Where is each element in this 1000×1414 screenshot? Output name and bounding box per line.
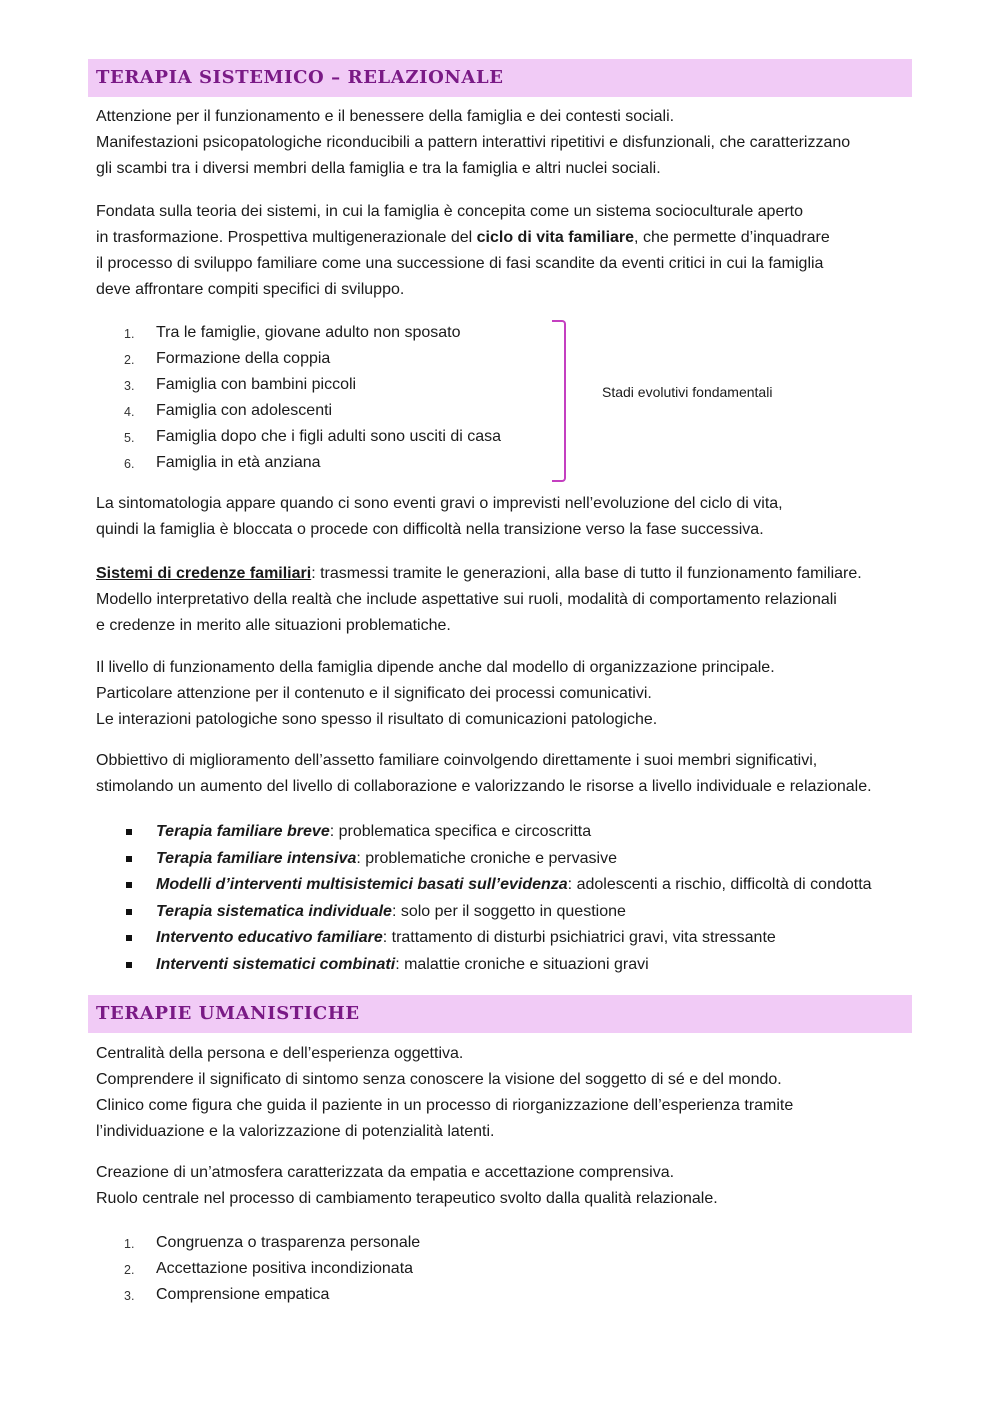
text-line: Obbiettivo di miglioramento dell’assetto familiare coinvolgendo direttamente i suoi membri significativi, xyxy=(96,752,818,769)
paragraph-systems-theory xyxy=(96,199,926,303)
paragraph-functioning xyxy=(96,655,926,733)
therapy-term: Interventi sistematici combinati xyxy=(156,955,396,973)
list-item xyxy=(96,1256,420,1282)
therapy-term: Terapia familiare breve xyxy=(156,823,330,840)
therapy-desc: : adolescenti a rischio, difficoltà di condotta xyxy=(567,876,872,894)
list-item xyxy=(96,346,501,372)
therapy-desc: : problematiche croniche e pervasive xyxy=(356,849,617,867)
square-bullet-icon xyxy=(126,962,132,968)
square-bullet-icon xyxy=(126,935,132,941)
text-line: l’individuazione e la valorizzazione di potenzialità latenti. xyxy=(96,1123,495,1140)
list-number: 4. xyxy=(124,405,135,419)
list-item xyxy=(96,899,872,926)
text-line: Centralità della persona e dell’esperienza oggettiva. xyxy=(96,1045,464,1062)
list-item-text: Famiglia in età anziana xyxy=(156,454,321,471)
list-item-text: Comprensione empatica xyxy=(156,1286,330,1303)
text-line xyxy=(96,225,926,251)
list-item xyxy=(96,372,501,398)
right-bracket xyxy=(552,320,566,482)
list-item xyxy=(96,952,872,979)
list-number: 1. xyxy=(124,327,135,341)
text-line: Clinico come figura che guida il paziente in un processo di riorganizzazione dell’esperienza tramite xyxy=(96,1097,794,1114)
text-line: Creazione di un’atmosfera caratterizzata da empatia e accettazione comprensiva. xyxy=(96,1164,675,1181)
text-line: La sintomatologia appare quando ci sono eventi gravi o imprevisti nell’evoluzione del ciclo di vita, xyxy=(96,495,783,512)
list-item-text: Formazione della coppia xyxy=(156,350,331,367)
bold-term-ciclo-di-vita: ciclo di vita familiare xyxy=(476,229,635,246)
text-line: Il livello di funzionamento della famiglia dipende anche dal modello di organizzazione principale. xyxy=(96,659,775,676)
list-item-text: Famiglia dopo che i figli adulti sono usciti di casa xyxy=(156,428,502,445)
list-item xyxy=(96,872,872,899)
text-segment: , che permette d’inquadrare xyxy=(634,229,830,246)
text-line: Le interazioni patologiche sono spesso il risultato di comunicazioni patologiche. xyxy=(96,711,658,728)
list-item xyxy=(96,424,501,450)
conditions-list xyxy=(96,1230,420,1308)
paragraph-symptoms xyxy=(96,491,926,543)
therapy-term: Modelli d’interventi multisistemici basati sull’evidenza xyxy=(156,876,568,894)
list-number: 6. xyxy=(124,457,135,471)
stages-list xyxy=(96,320,501,476)
list-item-text: Tra le famiglie, giovane adulto non sposato xyxy=(156,324,461,341)
therapy-desc: : malattie croniche e situazioni gravi xyxy=(395,955,649,973)
section-heading-sistemico-relazionale: TERAPIA SISTEMICO – RELAZIONALE xyxy=(88,59,912,97)
text-line: Manifestazioni psicopatologiche riconducibili a pattern interattivi ripetitivi e disfunzionali, che caratterizzano xyxy=(96,134,851,151)
text-line: Comprendere il significato di sintomo senza conoscere la visione del soggetto di sé e del mondo. xyxy=(96,1071,782,1088)
list-item xyxy=(96,925,872,952)
underlined-term-sistemi-di-credenze: Sistemi di credenze familiari xyxy=(96,565,312,582)
stages-note: Stadi evolutivi fondamentali xyxy=(602,384,773,400)
list-number: 3. xyxy=(124,379,135,393)
text-segment: : trasmessi tramite le generazioni, alla base di tutto il funzionamento familiare. xyxy=(311,565,862,582)
paragraph-humanistic-intro xyxy=(96,1041,926,1145)
list-item xyxy=(96,819,872,846)
square-bullet-icon xyxy=(126,882,132,888)
therapy-term: Intervento educativo familiare xyxy=(156,929,383,947)
text-line xyxy=(96,561,926,587)
list-item-text: Congruenza o trasparenza personale xyxy=(156,1234,421,1251)
text-line: deve affrontare compiti specifici di sviluppo. xyxy=(96,281,405,298)
paragraph-belief-systems xyxy=(96,561,926,639)
list-item-text: Accettazione positiva incondizionata xyxy=(156,1260,414,1277)
square-bullet-icon xyxy=(126,856,132,862)
list-number: 3. xyxy=(124,1289,135,1303)
text-line: Fondata sulla teoria dei sistemi, in cui la famiglia è concepita come un sistema socioculturale aperto xyxy=(96,203,804,220)
text-line: Modello interpretativo della realtà che include aspettative sui ruoli, modalità di comportamento relazionali xyxy=(96,591,837,608)
therapy-term: Terapia sistematica individuale xyxy=(156,902,392,920)
list-item xyxy=(96,846,872,873)
therapy-desc: : problematica specifica e circoscritta xyxy=(329,823,592,840)
square-bullet-icon xyxy=(126,829,132,835)
therapy-term: Terapia familiare intensiva xyxy=(156,849,357,867)
list-number: 2. xyxy=(124,1263,135,1277)
text-line: quindi la famiglia è bloccata o procede con difficoltà nella transizione verso la fase successiva. xyxy=(96,521,764,538)
paragraph-intro xyxy=(96,104,926,182)
list-item xyxy=(96,398,501,424)
therapy-desc: : solo per il soggetto in questione xyxy=(391,902,626,920)
text-line: Particolare attenzione per il contenuto e il significato dei processi comunicativi. xyxy=(96,685,652,702)
text-line: e credenze in merito alle situazioni problematiche. xyxy=(96,617,451,634)
list-number: 2. xyxy=(124,353,135,367)
therapies-list xyxy=(96,819,872,979)
list-number: 5. xyxy=(124,431,135,445)
text-line: stimolando un aumento del livello di collaborazione e valorizzando le risorse a livello individuale e relazionale. xyxy=(96,778,872,795)
list-item xyxy=(96,1230,420,1256)
paragraph-atmosphere xyxy=(96,1160,926,1212)
text-line: Ruolo centrale nel processo di cambiamento terapeutico svolto dalla qualità relazionale. xyxy=(96,1190,718,1207)
section-heading-terapie-umanistiche: TERAPIE UMANISTICHE xyxy=(88,995,912,1033)
list-item-text: Famiglia con adolescenti xyxy=(156,402,333,419)
list-item-text: Famiglia con bambini piccoli xyxy=(156,376,357,393)
therapy-desc: : trattamento di disturbi psichiatrici gravi, vita stressante xyxy=(382,929,776,947)
text-line: il processo di sviluppo familiare come una successione di fasi scandite da eventi critici in cui la famiglia xyxy=(96,255,824,272)
text-line: gli scambi tra i diversi membri della famiglia e tra la famiglia e altri nuclei sociali. xyxy=(96,160,661,177)
square-bullet-icon xyxy=(126,909,132,915)
list-number: 1. xyxy=(124,1237,135,1251)
list-item xyxy=(96,450,501,476)
list-item xyxy=(96,320,501,346)
paragraph-objective xyxy=(96,748,926,800)
text-segment: in trasformazione. Prospettiva multigenerazionale del xyxy=(96,229,477,246)
text-line: Attenzione per il funzionamento e il benessere della famiglia e dei contesti sociali. xyxy=(96,108,675,125)
list-item xyxy=(96,1282,420,1308)
